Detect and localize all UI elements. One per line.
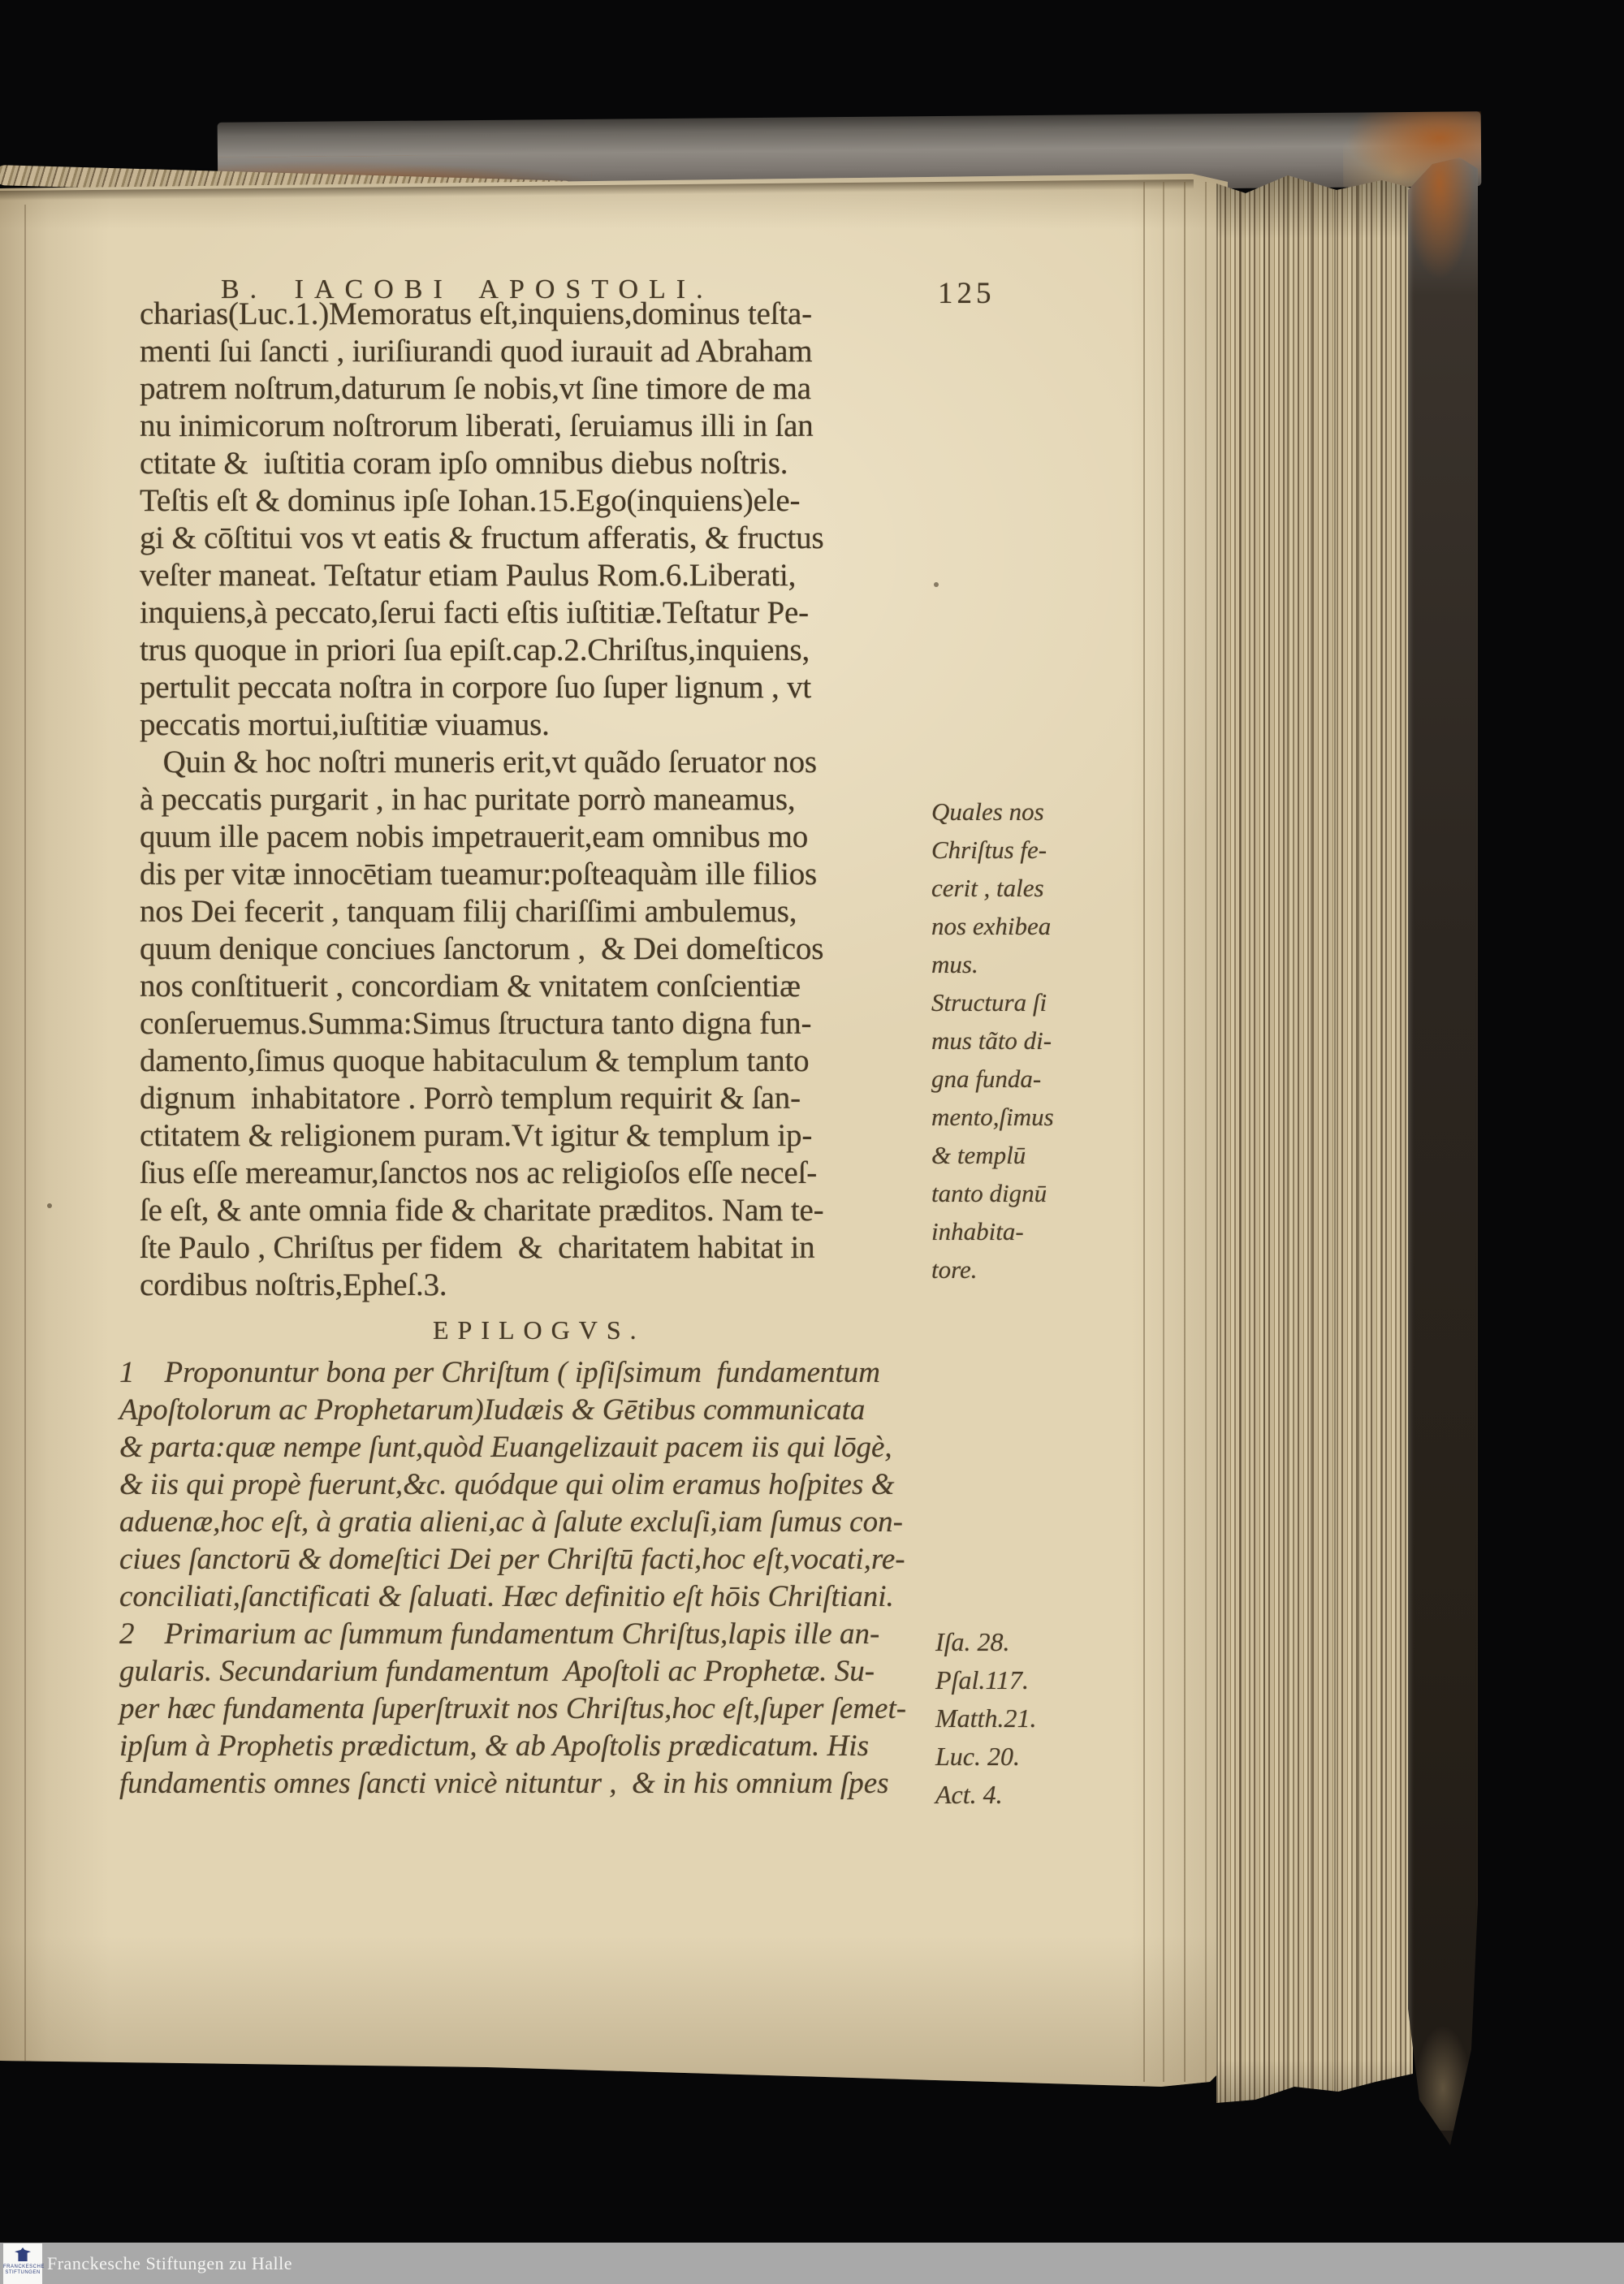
margin-reference-line: Luc. 20. [935,1742,1020,1771]
body-text-line: menti ſui ſancti , iuriſiurandi quod iurauit ad Abraham [140,334,813,369]
body-text-line: dis per vitæ innocētiam tueamur:poſteaquàm ille filios [140,857,818,892]
margin-note-line: mus tãto di- [931,1026,1052,1055]
body-text-line: pertulit peccata noſtra in corpore ſuo ſuper lignum , vt [140,670,812,705]
margin-note-line: Quales nos [931,797,1044,826]
epilogue-text-line: conciliati,ſanctificati & ſaluati. Hæc definitio eſt hōis Chriſtiani. [119,1580,894,1613]
ink-speck [47,1203,52,1208]
body-text-line: ſte Paulo , Chriſtus per fidem & charitatem habitat in [140,1230,815,1265]
body-text-line: Quin & hoc noſtri muneris erit,vt quãdo ſeruator nos [140,745,817,779]
epilogue-text-line: ciues ſanctorū & domeſtici Dei per Chriſtū facti,hoc eſt,vocati,re- [119,1543,905,1576]
body-text-line: patrem noſtrum,daturum ſe nobis,vt ſine timore de ma [140,371,811,406]
body-text-line: quum ille pacem nobis impetrauerit,eam omnibus mo [140,819,809,854]
epilogue-text-line: 2 Primarium ac ſummum fundamentum Chriſtus,lapis ille an- [119,1617,880,1651]
epilogue-text-line: ipſum à Prophetis prædictum, & ab Apoſtolis prædicatum. His [119,1729,869,1763]
body-text [140,296,823,1304]
body-text-line: ctitate & iuſtitia coram ipſo omnibus diebus noſtris. [140,446,788,481]
body-text-line: conſeruemus.Summa:Simus ſtructura tanto digna fun- [140,1006,812,1041]
epilogue-text-line: Apoſtolorum ac Prophetarum)Iudæis & Gētibus communicata [119,1393,866,1427]
body-text-line: ſius eſſe mereamur,ſanctos nos ac religioſos eſſe neceſ- [140,1155,818,1190]
body-text-line: damento,ſimus quoque habitaculum & templum tanto [140,1043,810,1078]
margin-note-line: tore. [931,1255,978,1284]
body-text-line: veſter maneat. Teſtatur etiam Paulus Rom.6.Liberati, [140,558,797,593]
margin-note-line: tanto dignū [931,1179,1047,1207]
epilogue-text-line: aduenæ,hoc eſt, à gratia alieni,ac à ſalute excluſi,iam ſumus con- [119,1505,903,1539]
ink-speck [934,582,939,587]
margin-notes-group-1 [931,792,1054,1289]
margin-note-line: Structura ſi [931,988,1047,1017]
margin-note-line: & templū [931,1141,1026,1169]
body-text-line: charias(Luc.1.)Memoratus eſt,inquiens,dominus teſta- [140,296,812,331]
epilogue-heading: EPILOGVS. [433,1315,646,1345]
epilogue-text-line: 1 Proponuntur bona per Chriſtum ( ipſiſsimum fundamentum [119,1356,880,1389]
library-footer-bar [0,2243,1624,2284]
epilogue-text [119,1354,906,1803]
margin-reference-line: Pſal.117. [935,1665,1029,1695]
epilogue-text-line: gularis. Secundarium fundamentum Apoſtoli ac Prophetæ. Su- [119,1655,875,1688]
library-logo [3,2243,45,2284]
page-number: 125 [938,277,996,310]
running-title: B. IACOBI APOSTOLI. [221,274,714,304]
margin-note-line: Chriſtus fe- [931,835,1047,864]
margin-notes-group-2 [935,1623,1036,1814]
library-name-label: Franckesche Stiftungen zu Halle [47,2253,293,2273]
body-text-line: cordibus noſtris,Epheſ.3. [140,1267,447,1302]
logo-text-line2: STIFTUNGEN [5,2270,41,2275]
page-edge-sparse-lines [1138,182,1220,2082]
body-text-line: trus quoque in priori ſua epiſt.cap.2.Chriſtus,inquiens, [140,633,810,667]
body-text-line: dignum inhabitatore . Porrò templum requirit & ſan- [140,1081,801,1116]
body-text-line: Teſtis eſt & dominus ipſe Iohan.15.Ego(inquiens)ele- [140,483,801,518]
margin-reference-line: Act. 4. [935,1780,1003,1809]
body-text-line: peccatis mortui,iuſtitiæ viuamus. [140,707,550,742]
body-text-line: ctitatem & religionem puram.Vt igitur & templum ip- [140,1118,813,1153]
book-fore-edge-pages [1216,174,1413,2116]
margin-note-line: inhabita- [931,1217,1024,1246]
body-text-line: nos conſtituerit , concordiam & vnitatem conſcientiæ [140,969,801,1004]
margin-reference-line: Iſa. 28. [935,1627,1010,1656]
margin-note-line: nos exhibea [931,912,1052,940]
franckesche-logo-icon [15,2247,31,2261]
body-text-line: ſe eſt, & ante omnia fide & charitate præditos. Nam te- [140,1193,824,1228]
book-right-cover [1408,158,1478,2155]
body-text-line: inquiens,à peccato,ſerui facti eſtis iuſtitiæ.Teſtatur Pe- [140,595,809,630]
logo-text-line1: FRANCKESCHE [3,2265,45,2269]
margin-note-line: mento,ſimus [931,1103,1054,1131]
body-text-line: nu inimicorum noſtrorum liberati, ſeruiamus illi in ſan [140,408,814,443]
epilogue-text-line: & iis qui propè fuerunt,&c. quódque qui olim eramus hoſpites & [119,1468,895,1501]
page-gutter-crease [24,205,26,2061]
body-text-line: quum denique conciues ſanctorum , & Dei domeſticos [140,931,824,966]
epilogue-text-line: & parta:quæ nempe ſunt,quòd Euangelizauit pacem iis qui lōgè, [119,1431,892,1464]
margin-note-line: mus. [931,950,978,978]
margin-note-line: gna funda- [931,1064,1042,1093]
body-text-line: à peccatis purgarit , in hac puritate porrò maneamus, [140,782,796,817]
margin-reference-line: Matth.21. [935,1703,1037,1733]
epilogue-text-line: fundamentis omnes ſancti vnicè nituntur , & in his omnium ſpes [119,1767,889,1800]
cover-scuff-bottom [1415,2025,1471,2131]
body-text-line: gi & cōſtitui vos vt eatis & fructum afferatis, & fructus [140,520,824,555]
margin-note-line: cerit , tales [931,874,1044,902]
epilogue-text-line: per hæc fundamenta ſuperſtruxit nos Chriſtus,hoc eſt,ſuper ſemet- [119,1692,907,1725]
body-text-line: nos Dei fecerit , tanquam filij chariſſimi ambulemus, [140,894,797,929]
